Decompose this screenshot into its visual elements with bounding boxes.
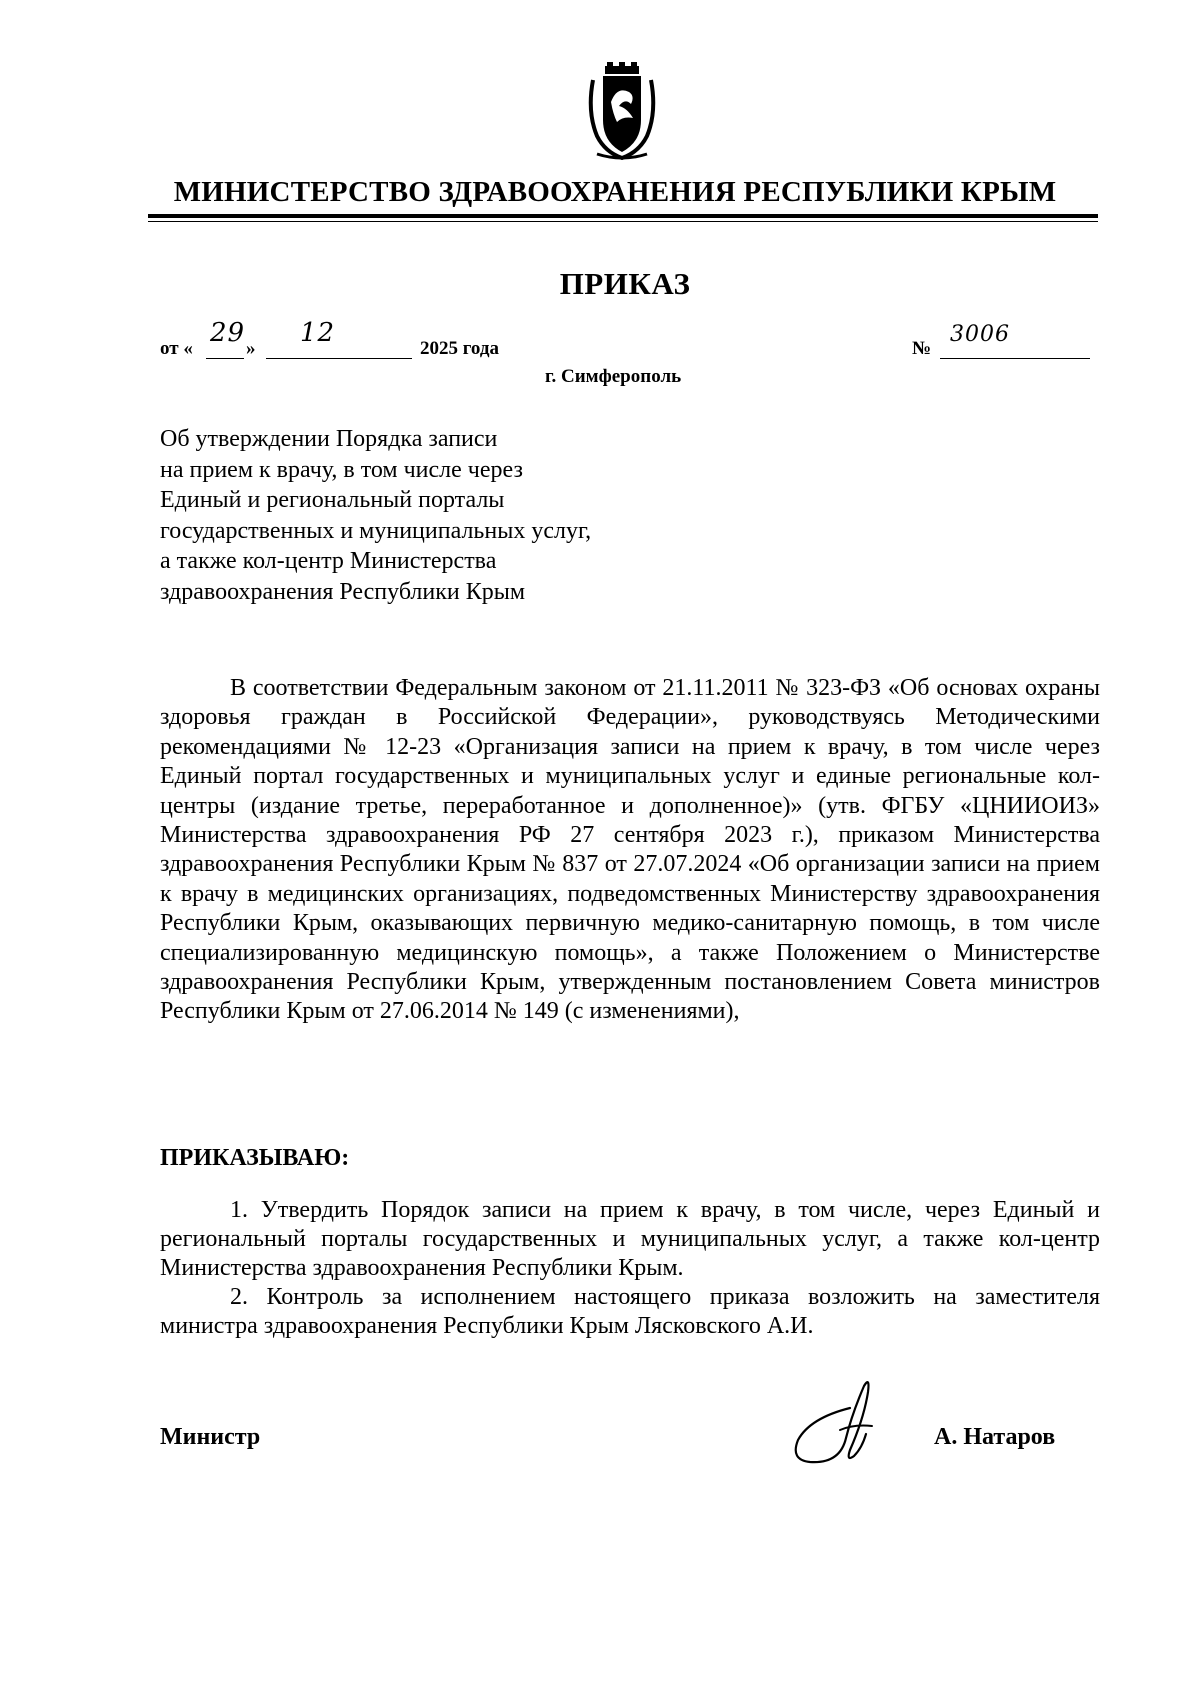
subject-line: здравоохранения Республики Крым [160,578,526,605]
city: г. Симферополь [545,366,682,387]
month-underline [266,358,412,359]
date-year: 2025 года [420,338,499,359]
date-month: 12 [300,318,336,348]
order-subject [160,424,720,607]
ministry-title: МИНИСТЕРСТВО ЗДРАВООХРАНЕНИЯ РЕСПУБЛИКИ КРЫМ [173,176,1057,208]
order-number: 3006 [950,322,1010,347]
order-item-1: 1. Утвердить Порядок записи на прием к врачу, в том числе, через Единый и региональный порталы государственных и муниципальных услуг, а также кол-центр Министерства здравоохранения Республики Крым. [160,1197,1100,1281]
number-underline [940,358,1090,359]
signer-name: А. Натаров [934,1424,1056,1450]
subject-line: Об утверждении Порядка записи [160,426,498,452]
crown-icon [605,62,639,74]
number-label: № [912,338,932,359]
order-heading: ПРИКАЗЫВАЮ: [160,1145,350,1171]
signer-role: Министр [160,1424,261,1450]
subject-line: Единый и региональный порталы [160,487,505,513]
preamble-paragraph: В соответствии Федеральным законом от 21.11.2011 № 323-ФЗ «Об основах охраны здоровья граждан в Российской Федерации», руководствуясь Методическими рекомендациями № 12-23 «Организация записи на прием к врачу, в том числе через Единый портал государственных и муниципальных услуг и единые региональные кол-центры (издание третье, переработанное и дополненное)» (утв. ФГБУ «ЦНИИОИЗ» Министерства здравоохранения РФ 27 сентября 2023 г.), приказом Министерства здравоохранения Республики Крым № 837 от 27.07.2024 «Об организации записи на прием к врачу в медицинских организациях, подведомственных Министерству здравоохранения Республики Крым, оказывающих первичную медико-санитарную помощь, в том числе специализированную медицинскую помощь», а также Положением о Министерстве здравоохранения Республики Крым, утвержденным постановлением Совета министров Республики Крым от 27.06.2014 № 149 (с изменениями), [160,675,1100,1025]
date-day: 29 [210,318,246,348]
subject-line: а также кол-центр Министерства [160,548,497,574]
day-underline [206,358,244,359]
handwritten-signature [780,1378,910,1474]
subject-line: на прием к врачу, в том числе через [160,456,523,483]
header-rule-thick [148,214,1098,218]
date-prefix: от « [160,338,193,359]
coat-of-arms-emblem [583,62,661,160]
document-type: ПРИКАЗ [559,266,691,301]
date-mid: » [246,338,256,359]
order-item-2: 2. Контроль за исполнением настоящего приказа возложить на заместителя министра здравоохранения Республики Крым Лясковского А.И. [160,1284,1100,1339]
subject-line: государственных и муниципальных услуг, [160,517,592,544]
header-rule-thin [148,221,1098,222]
